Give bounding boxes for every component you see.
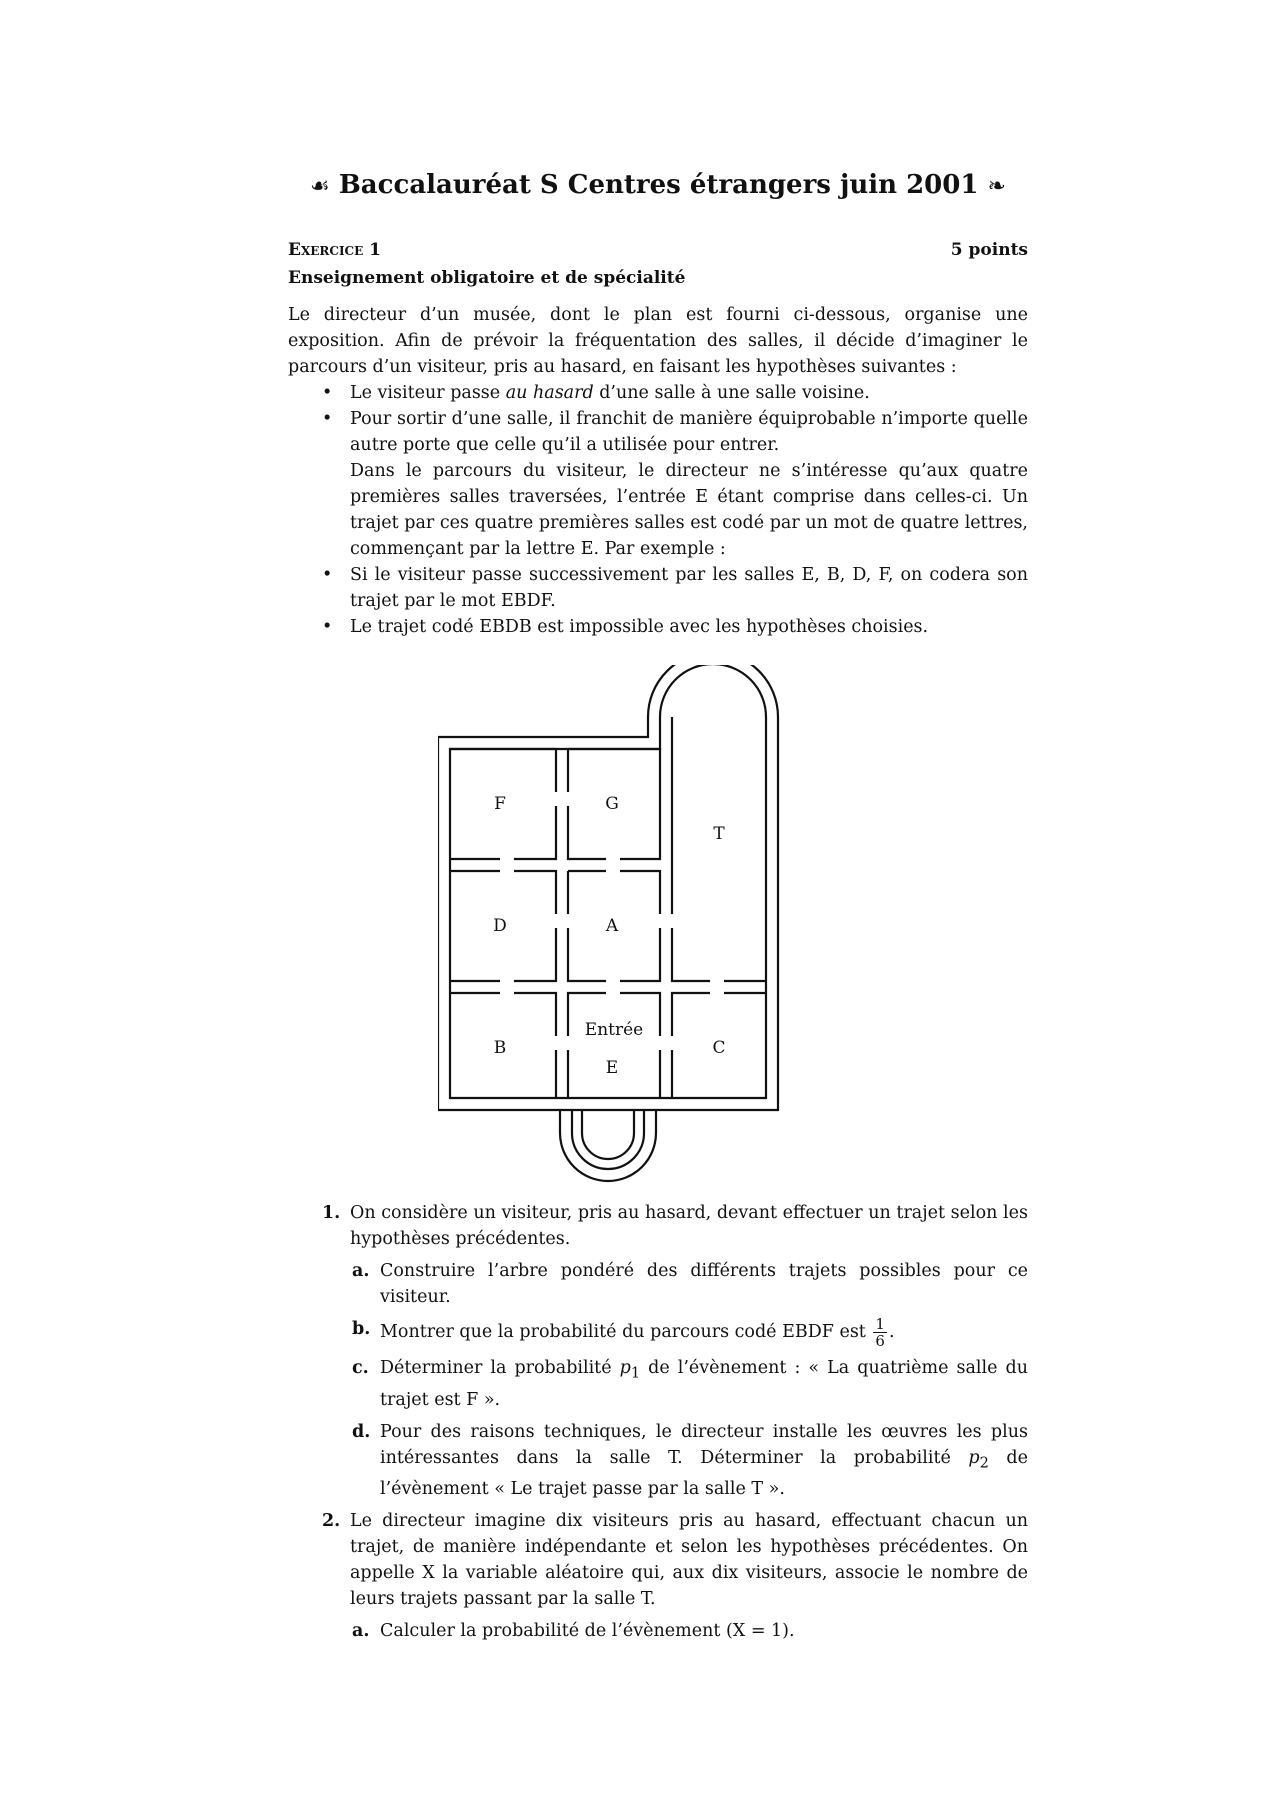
intro-middle: Dans le parcours du visiteur, le directeur ne s’intéresse qu’aux quatre premières salles traversées, l’entrée E étant comprise dans celles-ci. Un trajet par ces quatre premières salles est codé par un mot de quatre lettres, commençant par la lettre E. Par exemple : bbox=[350, 461, 1028, 559]
ornament-right-icon: ❧ bbox=[987, 174, 1006, 199]
title-text: Baccalauréat S Centres étrangers juin 2001 bbox=[338, 170, 979, 200]
list-item: • Le visiteur passe au hasard d’une salle à une salle voisine. bbox=[288, 380, 1028, 406]
room-label-a: A bbox=[605, 916, 619, 936]
room-label-t: T bbox=[713, 824, 725, 844]
question-1c: c. Déterminer la probabilité $p_1$ de l’évènement : « La quatrième salle du trajet est F ». bbox=[352, 1358, 1028, 1410]
room-label-b: B bbox=[493, 1038, 507, 1058]
room-label-g: G bbox=[605, 794, 619, 814]
examples-list bbox=[288, 562, 1028, 640]
exercise-subtitle: Enseignement obligatoire et de spécialité bbox=[288, 268, 686, 288]
fraction: $\frac{1}{6}$ bbox=[875, 1315, 885, 1350]
exercise-points: 5 points bbox=[950, 240, 1028, 260]
exercise-header bbox=[288, 240, 1028, 260]
question-1d: d. Pour des raisons techniques, le directeur installe les œuvres les plus intéressantes dans la salle T. Déterminer la probabilité $p_2$ de l’évènement « Le trajet passe par la salle T ». bbox=[352, 1421, 1028, 1499]
question-1: 1. On considère un visiteur, pris au hasard, devant effectuer un trajet selon les hypothèses précédentes. bbox=[322, 1203, 1028, 1249]
intro-text bbox=[288, 302, 1028, 640]
question-2: 2. Le directeur imagine dix visiteurs pris au hasard, effectuant chacun un trajet, de manière indépendante et selon les hypothèses précédentes. On appelle X la variable aléatoire qui, aux dix visiteurs, associe le nombre de leurs trajets passant par la salle T. bbox=[322, 1511, 1028, 1609]
intro-paragraph: Le directeur d’un musée, dont le plan est fourni ci-dessous, organise une exposition. Afin de prévoir la fréquentation des salles, il décide d’imaginer le parcours d’un visiteur, pris au hasard, en faisant les hypothèses suivantes : bbox=[288, 305, 1028, 377]
page-title bbox=[288, 170, 1028, 200]
question-1b: b. Montrer que la probabilité du parcours codé EBDF est $\frac{1}{6}$ . bbox=[352, 1315, 895, 1350]
room-label-e: E bbox=[605, 1058, 619, 1078]
room-label-f: F bbox=[494, 794, 506, 814]
list-item: • Le trajet codé EBDB est impossible avec les hypothèses choisies. bbox=[288, 614, 1028, 640]
museum-plan bbox=[438, 665, 828, 1195]
room-label-entree: Entrée bbox=[584, 1020, 644, 1040]
list-item: • Si le visiteur passe successivement par les salles E, B, D, F, on codera son trajet par le mot EBDF. bbox=[288, 562, 1028, 614]
hypotheses-list bbox=[288, 380, 1028, 458]
exercise-label: Exercice 1 bbox=[288, 240, 381, 260]
question-1a: a. Construire l’arbre pondéré des différents trajets possibles pour ce visiteur. bbox=[352, 1261, 1028, 1307]
room-label-c: C bbox=[712, 1038, 726, 1058]
room-label-d: D bbox=[493, 916, 507, 936]
questions bbox=[288, 1200, 1028, 1650]
question-2a: a. Calculer la probabilité de l’évènement (X = 1). bbox=[352, 1621, 795, 1641]
list-item: • Pour sortir d’une salle, il franchit de manière équiprobable n’importe quelle autre porte que celle qu’il a utilisée pour entrer. bbox=[288, 406, 1028, 458]
ornament-left-icon: ☙ bbox=[310, 174, 330, 199]
